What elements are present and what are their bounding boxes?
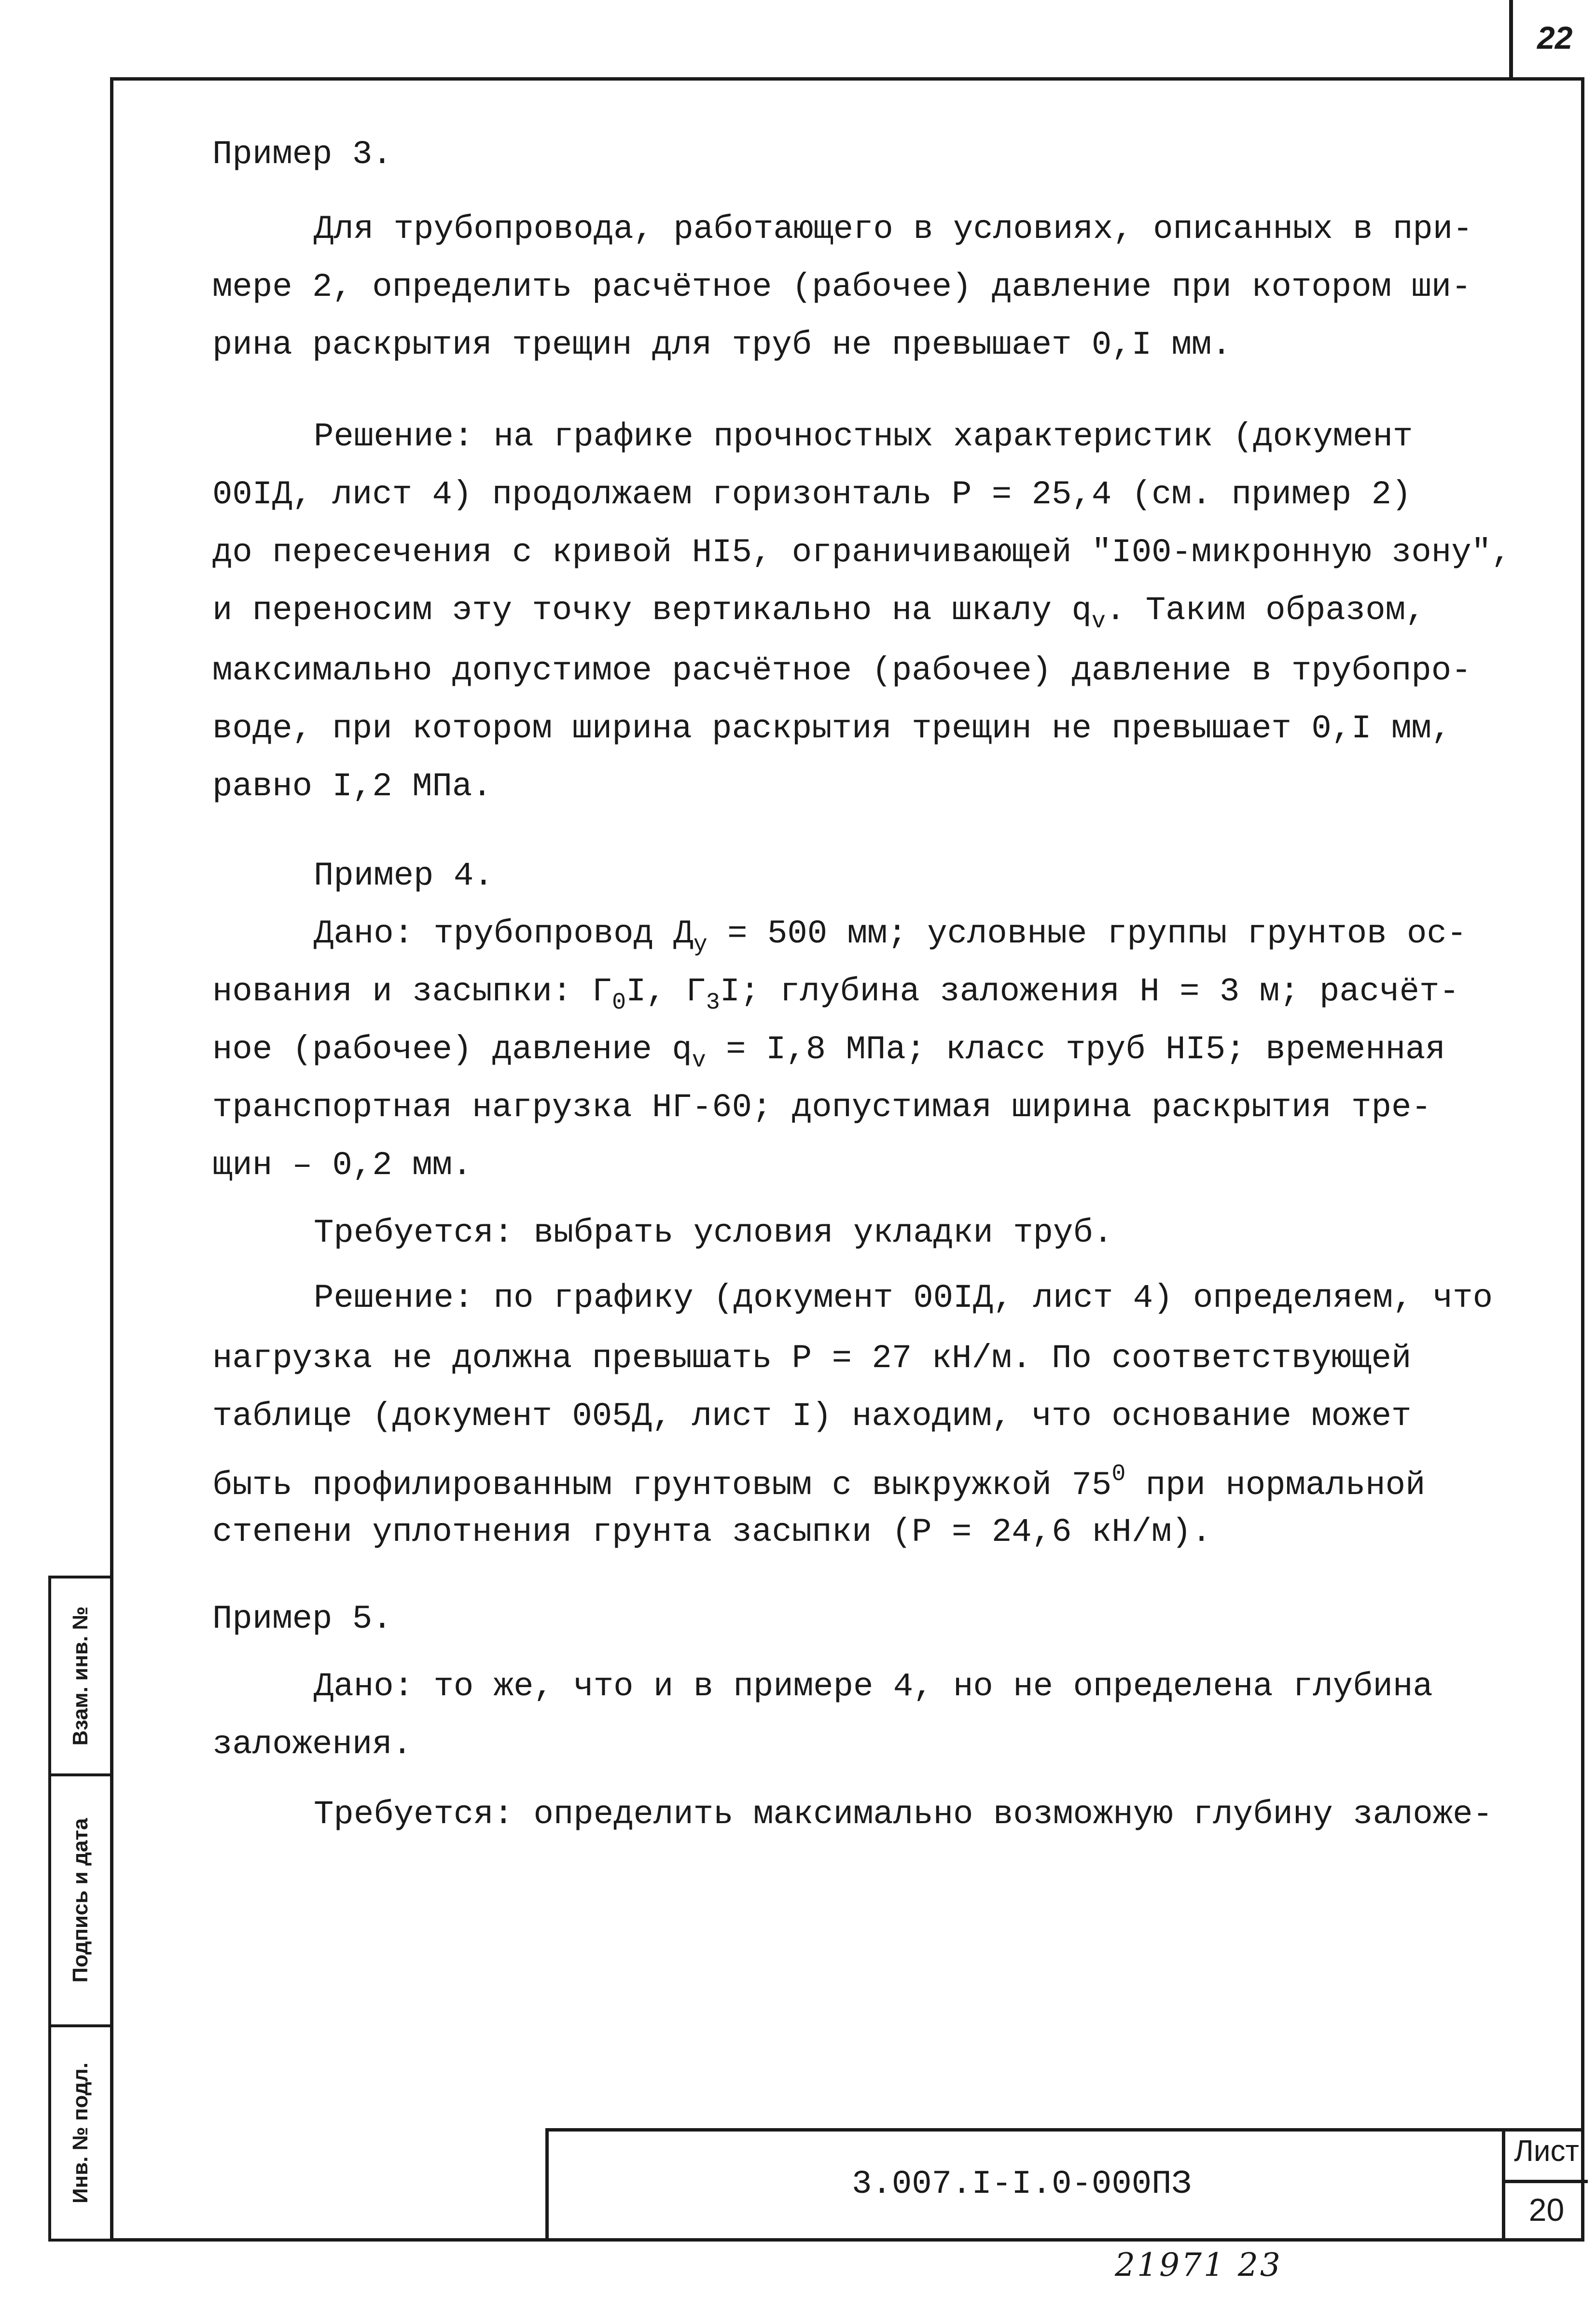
text-line: нагрузка не должна превышать P = 27 кН/м. По соответствующей [212,1340,1412,1377]
handwritten-number: 21971 23 [1115,2246,1282,2284]
side-cell-signature-label: Подпись и дата [69,1818,92,1983]
text-line: максимально допустимое расчётное (рабочее) давление в трубопро- [212,652,1471,690]
side-cell-replacement-label: Взам. инв. № [69,1606,92,1746]
text-line: мере 2, определить расчётное (рабочее) давление при котором ши- [212,268,1471,306]
text-line [212,1025,1445,1085]
side-cell-inventory [51,2027,110,2239]
text-line: заложения. [212,1726,413,1763]
text-line: щин – 0,2 мм. [212,1147,472,1184]
text-line: равно I,2 МПа. [212,768,492,805]
text-line: Требуется: определить максимально возможную глубину заложе- [314,1796,1493,1833]
text-part: Дано: трубопровод Д [314,915,694,953]
q-subscript: v [692,1047,706,1074]
side-cell-inventory-label: Инв. № подл. [69,2063,92,2203]
document-code: 3.007.I-I.0-000ПЗ [852,2165,1192,2203]
text-line: таблице (документ 005Д, лист I) находим, что основание может [212,1398,1412,1435]
text-part: = 500 мм; условные группы грунтов ос- [707,915,1467,953]
text-line: Дано: то же, что и в примере 4, но не определена глубина [314,1668,1433,1705]
side-cell-signature [51,1776,110,2027]
text-line: Решение: по графику (документ 00IД, лист 4) определяем, что [314,1279,1493,1317]
text-part: I, Г [626,973,706,1011]
text-line: до пересечения с кривой НI5, ограничивающей "I00-микронную зону", [212,534,1512,571]
text-line: рина раскрытия трещин для труб не превышает 0,I мм. [212,326,1232,364]
top-tick-line [1509,0,1513,77]
text-line [314,910,1467,969]
example-5-heading: Пример 5. [212,1600,392,1638]
example-4-heading: Пример 4. [314,857,494,895]
q-symbol: q [1071,592,1092,629]
example-3-heading: Пример 3. [212,136,392,173]
degree-superscript: 0 [1111,1461,1126,1487]
text-part: = I,8 МПа; класс труб НI5; временная [706,1031,1445,1068]
text-line [212,968,1459,1027]
text-part: и переносим эту точку вертикально на шкалу [212,592,1072,629]
text-part: . Таким образом, [1105,592,1426,629]
q-subscript: v [1091,608,1106,635]
text-part: быть профилированным грунтовым с выкружкой 75 [212,1466,1112,1504]
subscript: 0 [612,989,626,1016]
subscript: у [693,931,708,958]
text-part: I; глубина заложения Н = 3 м; расчёт- [720,973,1459,1011]
subscript: 3 [706,989,720,1016]
text-line: 00IД, лист 4) продолжаем горизонталь P = 25,4 (см. пример 2) [212,476,1412,513]
page-number: 22 [1537,20,1573,55]
text-line: Решение: на графике прочностных характеристик (документ [314,418,1413,456]
text-line: воде, при котором ширина раскрытия трещин не превышает 0,I мм, [212,710,1452,748]
text-part: ное (рабочее) давление [212,1031,672,1068]
text-part: при нормальной [1125,1466,1426,1504]
side-stamp [48,1576,110,2242]
q-symbol: q [672,1031,692,1068]
sheet-label: Лист [1514,2134,1579,2168]
sheet-number: 20 [1505,2180,1588,2239]
text-line: степени уплотнения грунта засыпки (P = 24,6 кН/м). [212,1513,1212,1551]
text-line [212,586,1425,646]
text-line [212,1450,1425,1509]
text-part: нования и засыпки: Г [212,973,612,1011]
text-line: Для трубопровода, работающего в условиях, описанных в при- [314,210,1473,248]
text-line: транспортная нагрузка НГ-60; допустимая ширина раскрытия тре- [212,1089,1431,1126]
text-line: Требуется: выбрать условия укладки труб. [314,1214,1113,1252]
title-block [545,2128,1584,2242]
side-cell-replacement [51,1578,110,1776]
sheet-box [1502,2132,1588,2242]
